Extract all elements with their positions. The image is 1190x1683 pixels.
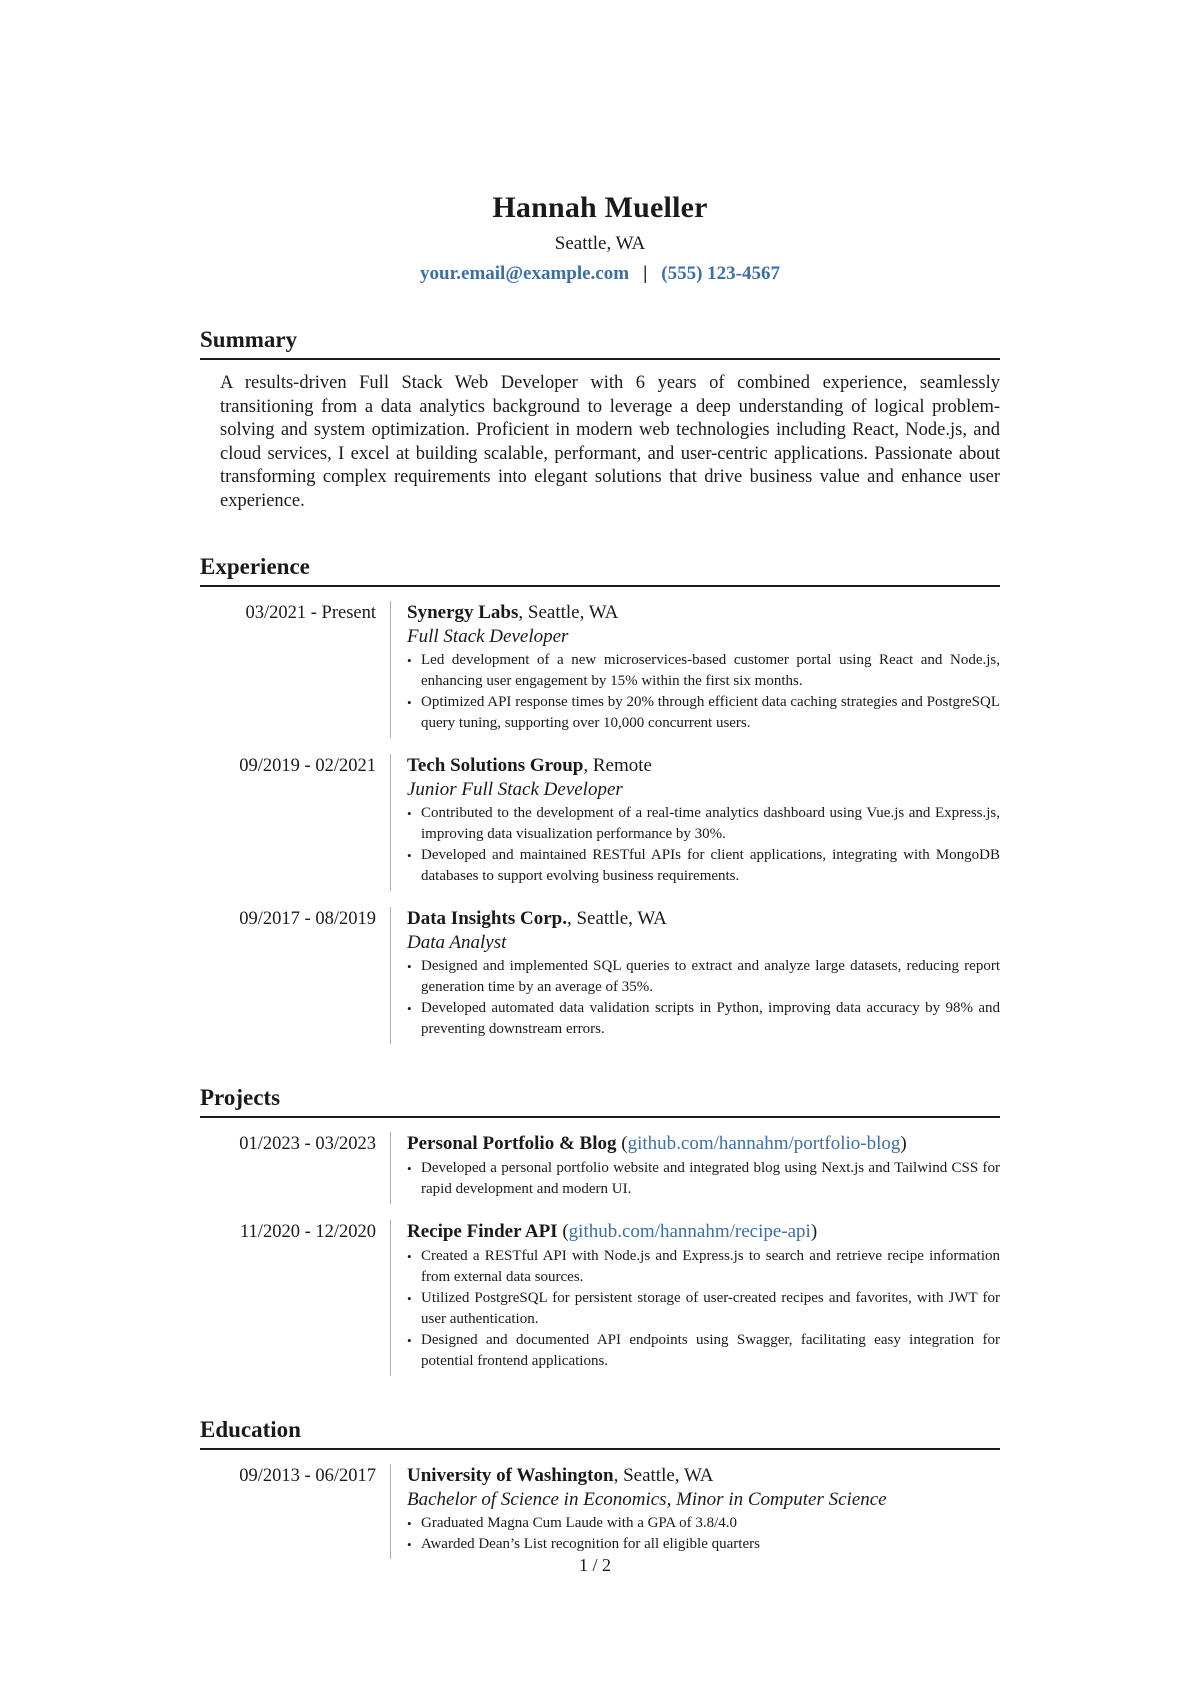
bullet-list [407, 650, 1000, 734]
project-link[interactable]: github.com/hannahm/portfolio-blog [627, 1133, 901, 1154]
link-paren-open: ( [616, 1133, 628, 1154]
entry-title-line [407, 601, 1000, 625]
bullet-item: • Designed and implemented SQL queries to extract and analyze large datasets, reducing report generation time by an average of 35%. [407, 956, 1000, 998]
section-title-projects: Projects [200, 1084, 1000, 1118]
company-name: Data Insights Corp. [407, 908, 567, 929]
entry-date: 09/2019 - 02/2021 [239, 756, 376, 776]
candidate-name: Hannah Mueller [492, 191, 708, 224]
school-name: University of Washington [407, 1465, 614, 1486]
bullet-item: • Utilized PostgreSQL for persistent storage of user-created recipes and favorites, with JWT for user authentication. [407, 1288, 1000, 1330]
entry-date: 09/2013 - 06/2017 [239, 1466, 376, 1486]
project-entry [200, 1220, 1000, 1376]
summary-section [200, 326, 1000, 513]
job-role: Full Stack Developer [407, 626, 569, 647]
link-paren-open: ( [557, 1221, 569, 1242]
entry-title-line [407, 1220, 1000, 1244]
bullet-list [407, 1513, 1000, 1555]
entry-title-line [407, 1464, 1000, 1488]
experience-entry [200, 601, 1000, 738]
bullet-item: • Graduated Magna Cum Laude with a GPA of 3.8/4.0 [407, 1513, 1000, 1534]
section-title-education: Education [200, 1416, 1000, 1450]
bullet-item: • Developed a personal portfolio website and integrated blog using Next.js and Tailwind CSS for rapid development and modern UI. [407, 1158, 1000, 1200]
entry-body [390, 1464, 1000, 1559]
link-paren-close: ) [810, 1221, 818, 1242]
bullet-list [407, 1158, 1000, 1200]
bullet-item: • Awarded Dean’s List recognition for all eligible quarters [407, 1534, 1000, 1555]
project-name: Recipe Finder API [407, 1221, 558, 1242]
section-title-summary: Summary [200, 326, 1000, 360]
link-paren-close: ) [900, 1133, 907, 1154]
bullet-item: • Designed and documented API endpoints using Swagger, facilitating easy integration for potential frontend applications. [407, 1330, 1000, 1372]
phone-link[interactable]: (555) 123-4567 [661, 263, 780, 284]
job-role: Junior Full Stack Developer [407, 779, 623, 800]
entry-title-line [407, 754, 1000, 778]
company-location: , Remote [583, 755, 652, 776]
company-location: , Seattle, WA [518, 602, 619, 623]
section-title-experience: Experience [200, 553, 1000, 587]
candidate-location: Seattle, WA [554, 233, 646, 254]
resume-page [200, 190, 1000, 1559]
degree: Bachelor of Science in Economics, Minor in Computer Science [407, 1489, 887, 1510]
projects-section [200, 1084, 1000, 1376]
entry-body [390, 1132, 1000, 1204]
bullet-list [407, 1246, 1000, 1372]
company-name: Tech Solutions Group [407, 755, 584, 776]
entry-title-line [407, 907, 1000, 931]
bullet-list [407, 803, 1000, 887]
experience-entry [200, 754, 1000, 891]
entry-body [390, 907, 1000, 1044]
summary-text: A results-driven Full Stack Web Developer with 6 years of combined experience, seamlessly transitioning from a data analytics background to leverage a deep understanding of logical problem-solving and system optimization. Proficient in modern web technologies including React, Node.js, and cloud services, I excel at building scalable, performant, and user-centric applications. Passionate about transforming complex requirements into elegant solutions that drive business value and enhance user experience. [220, 373, 1000, 511]
project-name: Personal Portfolio & Blog [407, 1133, 617, 1154]
contact-separator: | [643, 263, 648, 284]
company-location: , Seattle, WA [566, 908, 667, 929]
education-section [200, 1416, 1000, 1559]
project-entry [200, 1132, 1000, 1204]
entry-date: 01/2023 - 03/2023 [239, 1134, 376, 1154]
education-entry [200, 1464, 1000, 1559]
bullet-list [407, 956, 1000, 1040]
project-link[interactable]: github.com/hannahm/recipe-api [568, 1221, 811, 1242]
entry-body [390, 601, 1000, 738]
email-link[interactable]: your.email@example.com [420, 263, 630, 284]
resume-header [200, 190, 1000, 286]
page-number: 1 / 2 [578, 1555, 611, 1575]
bullet-item: • Contributed to the development of a real-time analytics dashboard using Vue.js and Express.js, improving data visualization performance by 30%. [407, 803, 1000, 845]
entry-date: 11/2020 - 12/2020 [239, 1222, 376, 1242]
school-location: , Seattle, WA [613, 1465, 714, 1486]
entry-body [390, 754, 1000, 891]
experience-section [200, 553, 1000, 1044]
experience-entry [200, 907, 1000, 1044]
bullet-item: • Developed and maintained RESTful APIs for client applications, integrating with MongoDB databases to support evolving business requirements. [407, 845, 1000, 887]
entry-body [390, 1220, 1000, 1376]
job-role: Data Analyst [407, 932, 507, 953]
entry-title-line [407, 1132, 1000, 1156]
entry-date: 03/2021 - Present [245, 603, 376, 623]
bullet-item: • Developed automated data validation scripts in Python, improving data accuracy by 98% and preventing downstream errors. [407, 998, 1000, 1040]
entry-date: 09/2017 - 08/2019 [239, 909, 376, 929]
bullet-item: • Created a RESTful API with Node.js and Express.js to search and retrieve recipe information from external data sources. [407, 1246, 1000, 1288]
bullet-item: • Led development of a new microservices-based customer portal using React and Node.js, enhancing user engagement by 15% within the first six months. [407, 650, 1000, 692]
contact-line [200, 262, 1000, 286]
bullet-item: • Optimized API response times by 20% through efficient data caching strategies and PostgreSQL query tuning, supporting over 10,000 concurrent users. [407, 692, 1000, 734]
company-name: Synergy Labs [407, 602, 519, 623]
